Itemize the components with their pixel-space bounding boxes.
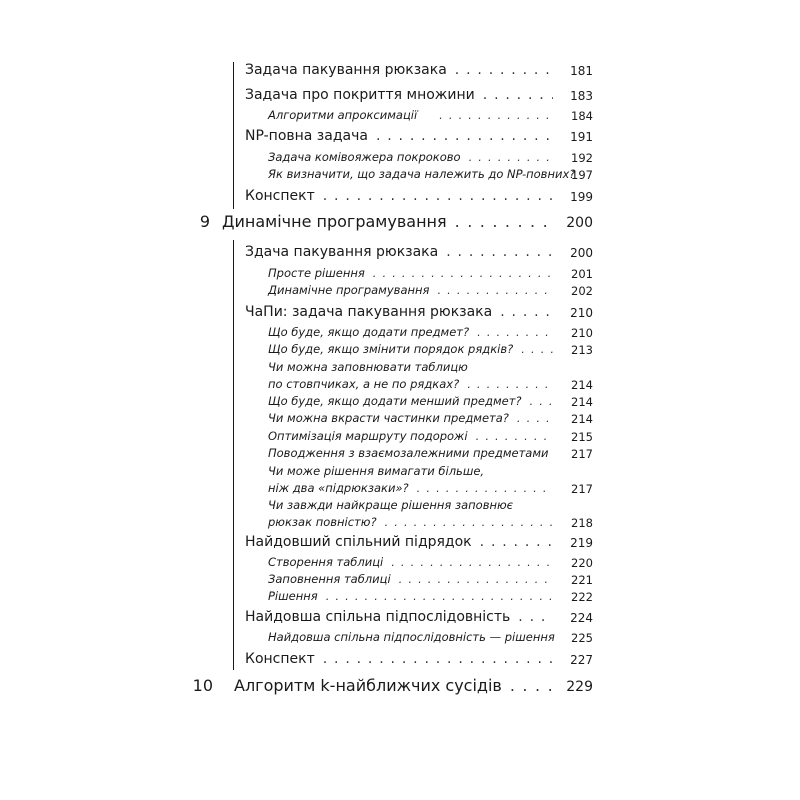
entry-title: Найдовша спільна підпослідовність — [245, 609, 511, 625]
toc-entry[interactable] — [245, 609, 557, 625]
entry-page: 210 — [571, 326, 593, 340]
entry-title: Чи можна вкрасти частинки предмета? — [268, 411, 509, 425]
entry-title-line1: Чи можна заповнювати таблицю — [268, 360, 468, 374]
entry-page: 214 — [571, 412, 593, 426]
dot-leader — [439, 108, 553, 122]
entry-title: Створення таблиці — [268, 555, 384, 569]
dot-leader — [518, 609, 553, 625]
toc-subentry[interactable] — [268, 515, 557, 529]
toc-subentry[interactable] — [268, 429, 557, 443]
entry-title: Найдовший спільний підрядок — [245, 534, 472, 550]
entry-title: Що буде, якщо змінити порядок рядків? — [268, 342, 514, 356]
entry-title: Поводження з взаємозалежними предметами — [268, 446, 549, 460]
toc-subentry[interactable] — [268, 555, 557, 569]
entry-title: NP-повна задача — [245, 128, 368, 144]
toc-entry[interactable] — [245, 244, 557, 260]
dot-leader — [455, 212, 553, 231]
entry-page: 213 — [571, 343, 593, 357]
toc-subentry[interactable] — [268, 266, 557, 280]
entry-title: Задача комівояжера покроково — [268, 150, 461, 164]
toc-subentry[interactable] — [268, 342, 557, 356]
toc-subentry[interactable] — [268, 572, 557, 586]
entry-page: 201 — [571, 267, 593, 281]
entry-title: ЧаПи: задача пакування рюкзака — [245, 304, 493, 320]
entry-page: 225 — [571, 631, 593, 645]
entry-page: 191 — [570, 130, 593, 144]
dot-leader — [437, 283, 553, 297]
dot-leader — [326, 589, 553, 603]
entry-title-line2: рюкзак повністю? — [268, 515, 377, 529]
entry-page: 219 — [570, 536, 593, 550]
entry-page: 199 — [570, 190, 593, 204]
toc-entry[interactable] — [245, 651, 557, 667]
entry-title: Найдовша спільна підпослідовність — рішення — [268, 630, 555, 644]
toc-subentry[interactable] — [268, 411, 557, 425]
entry-title: Конспект — [245, 188, 315, 204]
dot-leader — [385, 515, 553, 529]
chapter-title: Динамічне програмування — [222, 212, 447, 231]
chapter-number: 9 — [199, 212, 210, 231]
toc-subentry[interactable] — [268, 446, 557, 460]
dot-leader — [476, 429, 553, 443]
dot-leader — [323, 188, 553, 204]
entry-title: Просте рішення — [268, 266, 365, 280]
toc-entry[interactable] — [245, 188, 557, 204]
toc-subentry[interactable] — [268, 589, 557, 603]
entry-page: 215 — [571, 430, 593, 444]
toc-entry[interactable] — [245, 534, 557, 550]
chapter-page: 229 — [566, 679, 593, 695]
vertical-rule — [233, 240, 234, 670]
dot-leader — [323, 651, 553, 667]
toc-subentry[interactable] — [268, 377, 557, 391]
toc-subentry[interactable] — [268, 394, 557, 408]
entry-title-line2: ніж два «підрюкзаки»? — [268, 481, 409, 495]
entry-title-line1: Чи завжди найкраще рішення заповнює — [268, 498, 513, 512]
dot-leader — [477, 325, 553, 339]
dot-leader — [376, 128, 553, 144]
entry-page: 217 — [571, 482, 593, 496]
toc-chapter[interactable] — [234, 676, 557, 695]
entry-title: Що буде, якщо додати предмет? — [268, 325, 470, 339]
entry-title: Як визначити, що задача належить до NP-повних? — [268, 167, 576, 181]
entry-page: 181 — [570, 64, 593, 78]
entry-title: Задача пакування рюкзака — [245, 62, 447, 78]
entry-title: Рішення — [268, 589, 318, 603]
entry-page: 221 — [571, 573, 593, 587]
dot-leader — [373, 266, 553, 280]
chapter-number: 10 — [192, 676, 213, 695]
dot-leader — [530, 394, 554, 408]
entry-page: 183 — [570, 89, 593, 103]
entry-page: 200 — [570, 246, 593, 260]
chapter-title: Алгоритм k-найближчих сусідів — [234, 676, 502, 695]
dot-leader — [510, 676, 553, 695]
toc-subentry[interactable] — [268, 150, 557, 164]
dot-leader — [455, 62, 553, 78]
dot-leader — [517, 411, 553, 425]
entry-title: Задача про покриття множини — [245, 87, 475, 103]
dot-leader — [500, 304, 553, 320]
dot-leader — [483, 87, 553, 103]
entry-page: 214 — [571, 378, 593, 392]
entry-page: 202 — [571, 284, 593, 298]
entry-title-line1: Чи може рішення вимагати більше, — [268, 464, 485, 478]
toc-entry[interactable] — [245, 62, 557, 78]
entry-title: Що буде, якщо додати менший предмет? — [268, 394, 522, 408]
entry-title: Заповнення таблиці — [268, 572, 391, 586]
dot-leader — [469, 150, 553, 164]
chapter-page: 200 — [566, 215, 593, 231]
entry-title: Здача пакування рюкзака — [245, 244, 439, 260]
toc-entry[interactable] — [245, 87, 557, 103]
toc-subentry[interactable] — [268, 167, 576, 181]
dot-leader — [480, 534, 553, 550]
entry-page: 184 — [571, 109, 593, 123]
entry-page: 227 — [570, 653, 593, 667]
entry-page: 197 — [571, 168, 593, 182]
toc-subentry[interactable] — [268, 325, 557, 339]
entry-title: Динамічне програмування — [268, 283, 430, 297]
dot-leader — [399, 572, 553, 586]
toc-entry[interactable] — [245, 128, 557, 144]
toc-subentry[interactable] — [268, 481, 557, 495]
entry-page: 222 — [571, 590, 593, 604]
dot-leader — [417, 481, 553, 495]
dot-leader — [521, 342, 553, 356]
dot-leader — [467, 377, 553, 391]
entry-title-line2: по стовпчиках, а не по рядках? — [268, 377, 460, 391]
entry-title: Конспект — [245, 651, 315, 667]
entry-page: 214 — [571, 395, 593, 409]
entry-page: 192 — [571, 151, 593, 165]
entry-page: 217 — [571, 447, 593, 461]
toc-subentry[interactable] — [268, 283, 557, 297]
dot-leader — [446, 244, 553, 260]
entry-page: 220 — [571, 556, 593, 570]
toc-subentry[interactable] — [268, 630, 557, 644]
entry-title: Оптимізація маршруту подорожі — [268, 429, 468, 443]
toc-subentry[interactable] — [268, 108, 557, 122]
toc-chapter[interactable] — [222, 212, 557, 231]
toc-entry[interactable] — [245, 304, 557, 320]
entry-page: 224 — [570, 611, 593, 625]
vertical-rule — [233, 62, 234, 209]
entry-title: Алгоритми апроксимації — [268, 108, 418, 122]
entry-page: 210 — [570, 306, 593, 320]
entry-page: 218 — [571, 516, 593, 530]
dot-leader — [391, 555, 553, 569]
